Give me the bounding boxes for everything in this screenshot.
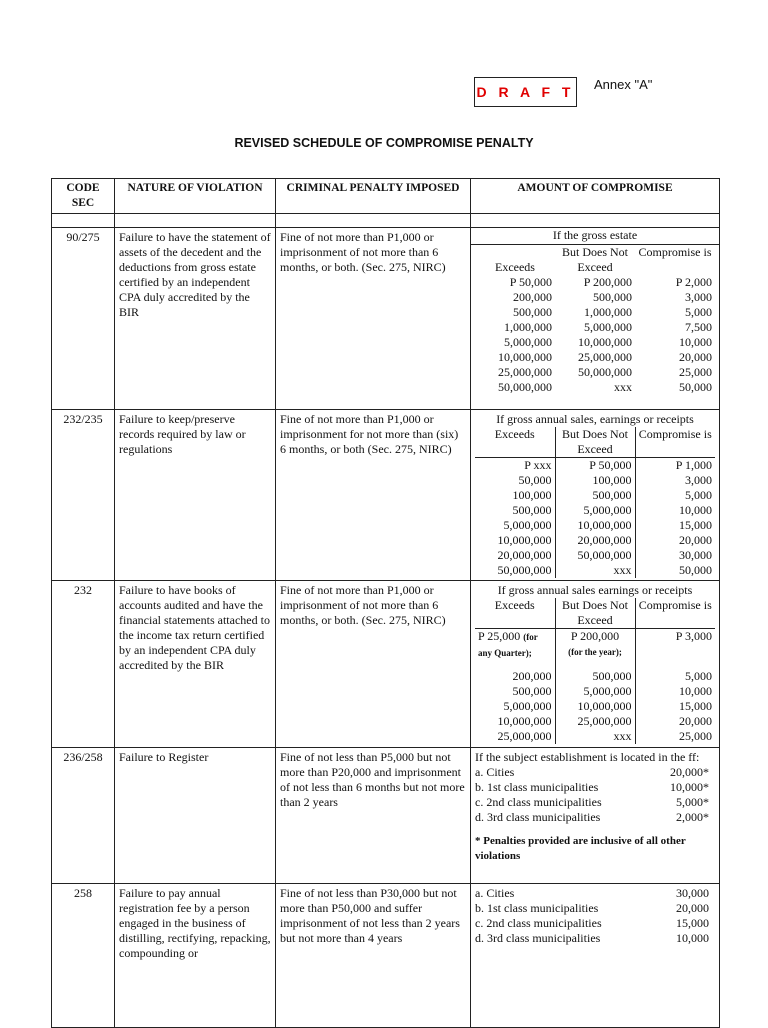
sub-head: Compromise is (635, 598, 715, 629)
amount-cell (471, 884, 720, 1028)
amount-subtable (475, 427, 715, 578)
sub-head: Compromise is (635, 427, 715, 458)
sub-head: But Does Not Exceed (555, 598, 635, 629)
cell: 500,000 (512, 503, 552, 517)
cell: 20,000 (679, 350, 712, 364)
col-amount-header: AMOUNT OF COMPROMISE (471, 179, 720, 214)
cell: 200,000 (512, 668, 552, 683)
cell: 5,000 (685, 305, 712, 319)
nature-text: Failure to have the statement of assets of the decedent and the deductions from gross estate certified by an independent CPA duly accredited by the BIR (115, 228, 276, 410)
table-row (52, 748, 720, 884)
table-row (52, 228, 720, 410)
cell: 25,000,000 (555, 714, 635, 729)
criminal-text: Fine of not less than P5,000 but not more than P20,000 and imprisonment of not less than 6 months but not more than 2 years (276, 748, 471, 884)
cell: 1,000,000 (584, 305, 632, 319)
document-title: REVISED SCHEDULE OF COMPROMISE PENALTY (234, 136, 534, 150)
code-sec: 236/258 (52, 748, 115, 884)
class-amount: 15,000 (676, 916, 709, 930)
cell: P 50,000 (555, 458, 635, 474)
amount-cell (471, 410, 720, 581)
sub-head: Exceeds (495, 260, 535, 274)
amount-caption: If gross annual sales, earnings or receipts (496, 412, 694, 426)
cell: 500,000 (513, 305, 552, 319)
class-amount: 30,000 (676, 886, 709, 900)
cell: P 2,000 (675, 275, 712, 289)
cell: 5,000 (635, 669, 715, 684)
cell: 10,000 (635, 684, 715, 699)
cell: 500,000 (593, 290, 632, 304)
cell-note: (for any Quarter); (478, 632, 538, 658)
cell: 25,000 (635, 729, 715, 744)
cell: P 50,000 (509, 275, 552, 289)
cell: 5,000,000 (555, 684, 635, 699)
cell: 20,000,000 (555, 533, 635, 548)
cell: 10,000 (679, 335, 712, 349)
cell-note: (for the year); (568, 647, 622, 657)
sub-head: But Does Not Exceed (562, 245, 628, 274)
cell: P 200,000 (570, 629, 620, 643)
sub-head: Exceeds (475, 598, 555, 629)
class-amount: 20,000* (670, 765, 709, 779)
cell: 5,000,000 (504, 335, 552, 349)
cell: P 200,000 (583, 275, 632, 289)
col-criminal-header: CRIMINAL PENALTY IMPOSED (276, 179, 471, 214)
cell: 25,000,000 (497, 728, 552, 743)
code-sec: 232/235 (52, 410, 115, 581)
cell: 50,000,000 (497, 563, 552, 577)
cell: 15,000 (635, 518, 715, 533)
cell: 20,000,000 (497, 548, 552, 562)
cell: 5,000,000 (503, 698, 552, 713)
cell: P 1,000 (635, 458, 715, 474)
class-label: b. 1st class municipalities (475, 901, 599, 915)
amount-intro: If the subject establishment is located in the ff: (475, 750, 700, 764)
nature-text: Failure to pay annual registration fee by a person engaged in the business of distilling, rectifying, repacking, compounding or (115, 884, 276, 1028)
cell: 7,500 (685, 320, 712, 334)
criminal-text: Fine of not more than P1,000 or imprisonment of not more than 6 months, or both. (Sec. 275, NIRC) (276, 228, 471, 410)
class-label: a. Cities (475, 765, 515, 779)
table-header-row (52, 179, 720, 214)
class-label: d. 3rd class municipalities (475, 931, 601, 945)
annex-label: Annex "A" (594, 77, 653, 92)
criminal-text: Fine of not more than P1,000 or imprisonment of not more than 6 months, or both. (Sec. 275, NIRC) (276, 581, 471, 748)
cell: 500,000 (555, 488, 635, 503)
cell: 25,000,000 (578, 350, 632, 364)
criminal-text: Fine of not more than P1,000 or imprisonment for not more than (six) 6 months, or both (Sec. 275, NIRC) (276, 410, 471, 581)
amount-subtable (475, 598, 715, 744)
col-code-header: CODE SEC (52, 179, 115, 214)
compromise-penalty-table (51, 178, 720, 1028)
spacer-row (52, 214, 720, 228)
cell: 5,000,000 (503, 518, 552, 532)
cell: 10,000,000 (497, 713, 552, 728)
class-label: c. 2nd class municipalities (475, 916, 602, 930)
cell: 100,000 (555, 473, 635, 488)
cell: xxx (555, 729, 635, 744)
cell: 10,000 (635, 503, 715, 518)
amount-cell (471, 581, 720, 748)
class-label: a. Cities (475, 886, 515, 900)
cell: 3,000 (635, 473, 715, 488)
sub-head: Exceeds (475, 427, 555, 458)
cell: 500,000 (512, 683, 552, 698)
class-amount: 10,000 (676, 931, 709, 945)
amount-caption: If gross annual sales earnings or receipts (497, 583, 693, 597)
cell: P 3,000 (635, 629, 715, 669)
class-label: c. 2nd class municipalities (475, 795, 602, 809)
cell: 1,000,000 (504, 320, 552, 334)
cell: 5,000,000 (555, 503, 635, 518)
cell: 50,000 (518, 473, 552, 487)
cell: P xxx (524, 458, 552, 472)
cell: xxx (555, 563, 635, 578)
amount-caption: If the gross estate (471, 228, 719, 245)
cell: 10,000,000 (555, 699, 635, 714)
cell: 30,000 (635, 548, 715, 563)
col-nature-header: NATURE OF VIOLATION (115, 179, 276, 214)
class-amount: 2,000* (676, 810, 709, 824)
cell: P 25,000 (478, 629, 521, 643)
table-row (52, 884, 720, 1028)
cell: 50,000 (679, 380, 712, 394)
cell: 50,000,000 (498, 380, 552, 394)
cell: 10,000,000 (498, 350, 552, 364)
penalty-note: * Penalties provided are inclusive of all other violations (475, 835, 686, 862)
sub-head: But Does Not Exceed (555, 427, 635, 458)
amount-subtable (475, 245, 715, 395)
class-amount: 10,000* (670, 780, 709, 794)
cell: 25,000 (679, 365, 712, 379)
cell: 15,000 (635, 699, 715, 714)
criminal-text: Fine of not less than P30,000 but not more than P50,000 and suffer imprisonment of not less than 2 years but not more than 4 years (276, 884, 471, 1028)
cell: 50,000 (635, 563, 715, 578)
amount-cell (471, 228, 720, 410)
cell: 20,000 (635, 714, 715, 729)
class-label: d. 3rd class municipalities (475, 810, 601, 824)
cell: 500,000 (555, 669, 635, 684)
nature-text: Failure to keep/preserve records required by law or regulations (115, 410, 276, 581)
cell: 10,000,000 (497, 533, 552, 547)
table-row (52, 410, 720, 581)
code-sec: 90/275 (52, 228, 115, 410)
cell: 10,000,000 (578, 335, 632, 349)
class-amount: 20,000 (676, 901, 709, 915)
cell: xxx (614, 380, 632, 394)
cell: 50,000,000 (578, 365, 632, 379)
code-sec: 232 (52, 581, 115, 748)
cell: 25,000,000 (498, 365, 552, 379)
amount-cell (471, 748, 720, 884)
class-amount: 5,000* (676, 795, 709, 809)
cell: 50,000,000 (555, 548, 635, 563)
cell: 3,000 (685, 290, 712, 304)
cell: 100,000 (512, 488, 552, 502)
cell: 20,000 (635, 533, 715, 548)
nature-text: Failure to have books of accounts audited and have the financial statements attached to the income tax return certified by an independent CPA duly accredited by the BIR (115, 581, 276, 748)
table-row (52, 581, 720, 748)
cell: 5,000 (635, 488, 715, 503)
code-sec: 258 (52, 884, 115, 1028)
cell: 5,000,000 (584, 320, 632, 334)
class-label: b. 1st class municipalities (475, 780, 599, 794)
sub-head: Compromise is (638, 245, 712, 259)
draft-stamp: D R A F T (474, 77, 577, 107)
cell: 10,000,000 (555, 518, 635, 533)
cell: 200,000 (513, 290, 552, 304)
nature-text: Failure to Register (115, 748, 276, 884)
